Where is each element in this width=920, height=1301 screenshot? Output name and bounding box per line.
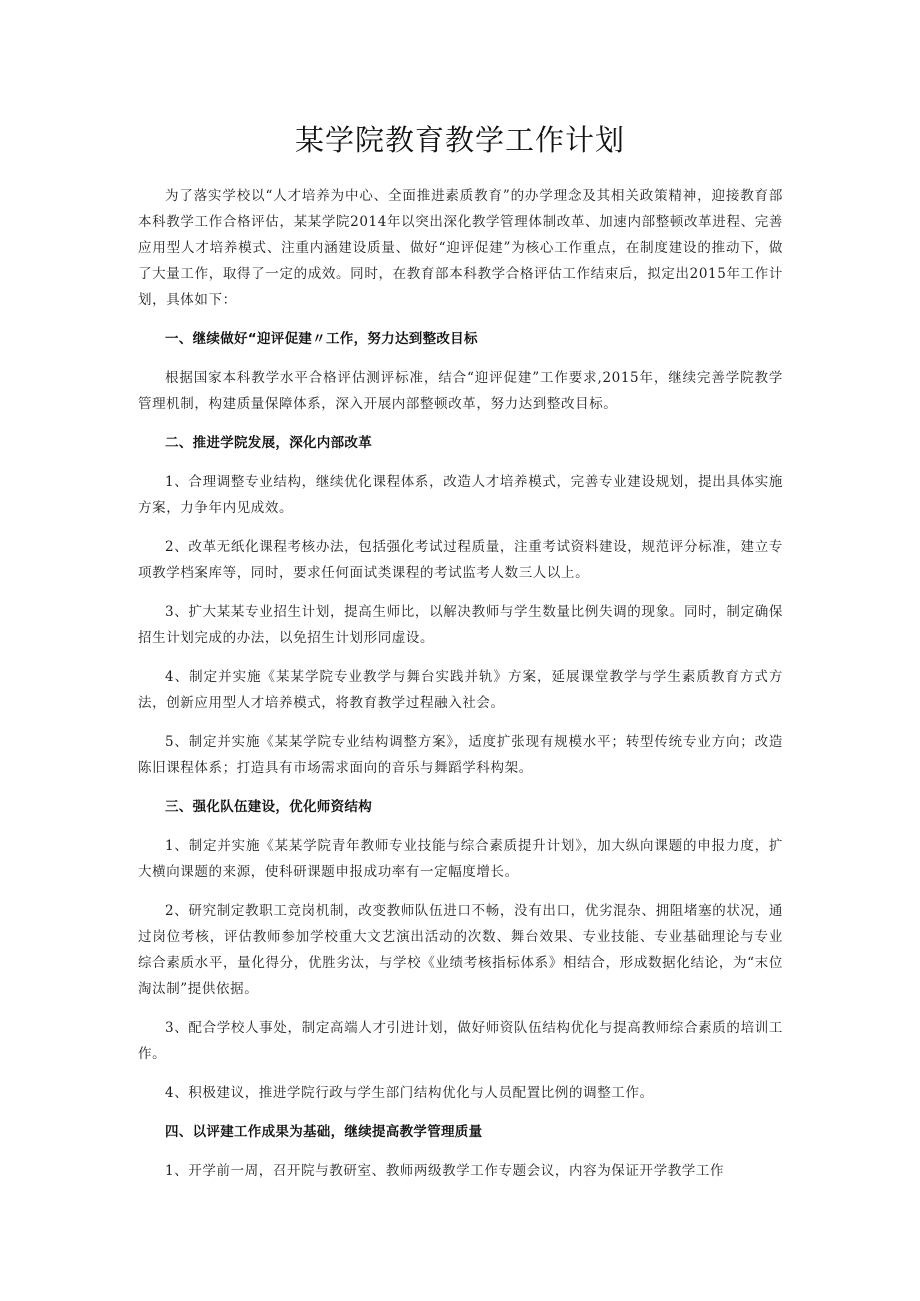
section-heading-1: 一、继续做好“迎评促建〃工作，努力达到整改目标 — [165, 331, 478, 347]
section-2-item-1: 1、合理调整专业结构，继续优化课程体系，改造人才培养模式，完善专业建设规划，提出具体实施方案，力争年内见成效。 — [138, 474, 783, 516]
intro-paragraph: 为了落实学校以“人才培养为中心、全面推进素质教育”的办学理念及其相关政策精神，迎接教育部本科教学工作合格评估，某某学院2014年以突出深化教学管理体制改革、加速内部整顿改革进程、完善应用型人才培养模式、注重内涵建设质量、做好“迎评促建”为核心工作重点，在制度建设的推动下，做了大量工作，取得了一定的成效。同时，在教育部本科教学合格评估工作结束后，拟定出2015年工作计划，具体如下： — [138, 188, 783, 308]
section-2-item-2: 2、改革无纸化课程考核办法，包括强化考试过程质量，注重考试资料建设，规范评分标准，建立专项教学档案库等，同时，要求任何面试类课程的考试监考人数三人以上。 — [138, 539, 783, 581]
section-2-item-4: 4、制定并实施《某某学院专业教学与舞台实践并轨》方案，延展课堂教学与学生素质教育方式方法，创新应用型人才培养模式，将教育教学过程融入社会。 — [138, 669, 783, 711]
section-heading-4: 四、以评建工作成果为基础，继续提高教学管理质量 — [165, 1124, 483, 1140]
section-3-item-1: 1、制定并实施《某某学院青年教师专业技能与综合素质提升计划》，加大纵向课题的申报力度，扩大横向课题的来源，使科研课题申报成功率有一定幅度增长。 — [138, 838, 783, 880]
section-2-item-3: 3、扩大某某专业招生计划，提高生师比，以解决教师与学生数量比例失调的现象。同时，制定确保招生计划完成的办法，以免招生计划形同虚设。 — [138, 604, 783, 646]
section-4-item-1: 1、开学前一周，召开院与教研室、教师两级教学工作专题会议，内容为保证开学教学工作 — [165, 1163, 725, 1179]
section-heading-3: 三、强化队伍建设，优化师资结构 — [165, 799, 372, 815]
section-3-item-2: 2、研究制定教职工竞岗机制，改变教师队伍进口不畅，没有出口，优劣混杂、拥阻堵塞的状况，通过岗位考核，评估教师参加学校重大文艺演出活动的次数、舞台效果、专业技能、专业基础理论与专业综合素质水平，量化得分，优胜劣汰，与学校《业绩考核指标体系》相结合，形成数据化结论，为“末位淘汰制”提供依据。 — [138, 903, 783, 997]
section-heading-2: 二、推进学院发展，深化内部改革 — [165, 435, 372, 451]
section-1-paragraph: 根据国家本科教学水平合格评估测评标准，结合“迎评促建”工作要求,2015年，继续完善学院教学管理机制，构建质量保障体系，深入开展内部整顿改革，努力达到整改目标。 — [138, 370, 783, 412]
document-title: 某学院教育教学工作计划 — [294, 123, 625, 157]
document-body — [138, 183, 783, 1197]
section-2-item-5: 5、制定并实施《某某学院专业结构调整方案》，适度扩张现有规模水平；转型传统专业方向；改造陈旧课程体系；打造具有市场需求面向的音乐与舞蹈学科构架。 — [138, 734, 783, 776]
section-3-item-3: 3、配合学校人事处，制定高端人才引进计划，做好师资队伍结构优化与提高教师综合素质的培训工作。 — [138, 1020, 783, 1062]
section-3-item-4: 4、积极建议，推进学院行政与学生部门结构优化与人员配置比例的调整工作。 — [165, 1085, 654, 1101]
